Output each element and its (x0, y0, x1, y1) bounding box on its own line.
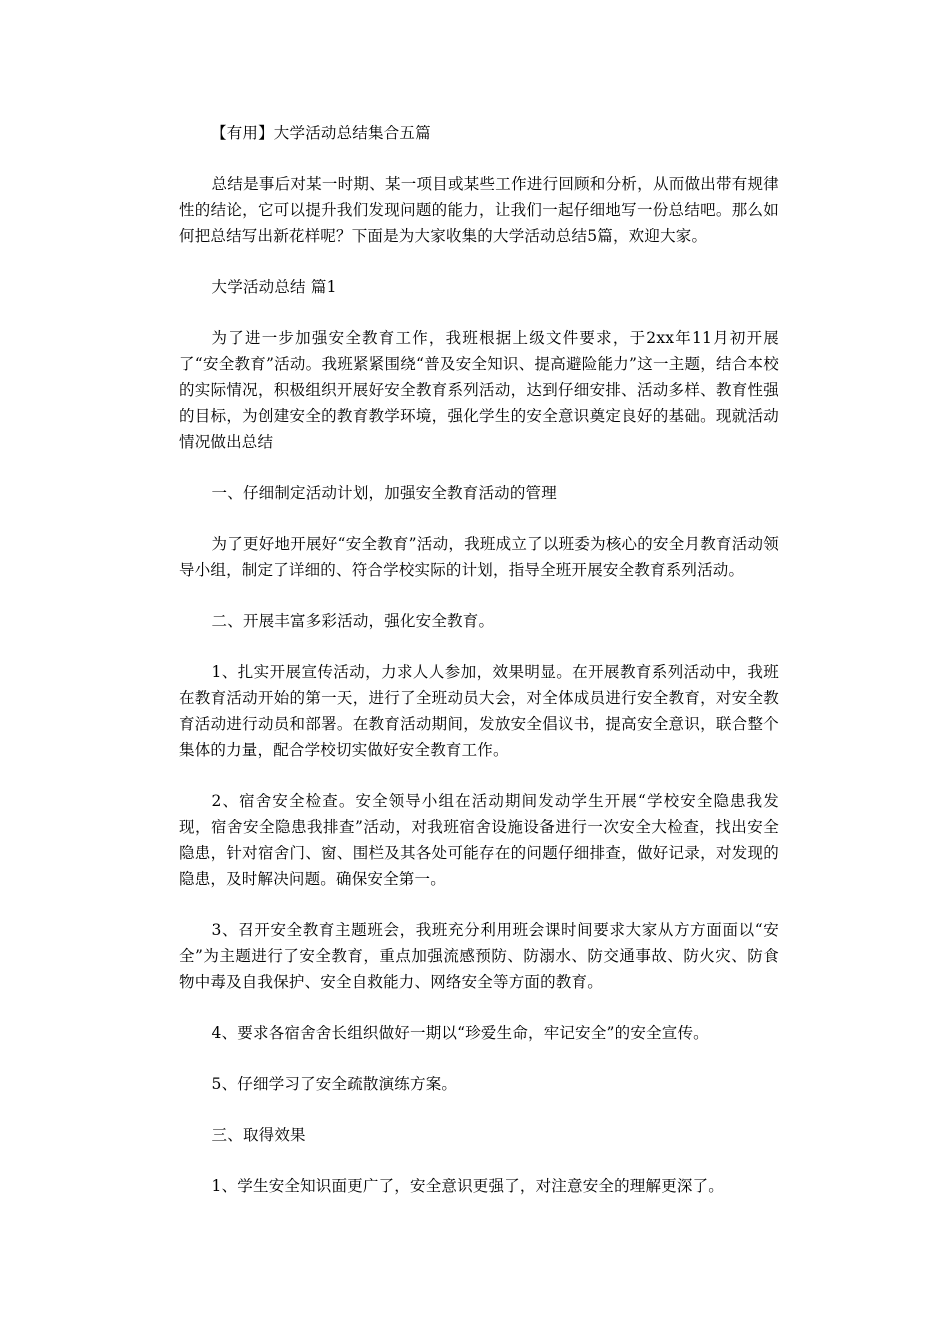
section-heading: 一、仔细制定活动计划，加强安全教育活动的管理 (211, 484, 557, 502)
paragraph: 为了进一步加强安全教育工作，我班根据上级文件要求，于2xx年11月初开展了“安全教育”活动。我班紧紧围绕“普及安全知识、提高避险能力”这一主题，结合本校的实际情况，积极组织开展好安全教育系列活动，达到仔细安排、活动多样、教育性强的目标，为创建安全的教育教学环境，强化学生的安全意识奠定良好的基础。现就活动情况做出总结 (179, 329, 779, 451)
document-title: 【有用】大学活动总结集合五篇 (211, 124, 431, 142)
section-heading: 5、仔细学习了安全疏散演练方案。 (211, 1075, 458, 1093)
paragraph: 1、扎实开展宣传活动，力求人人参加，效果明显。在开展教育系列活动中，我班在教育活动开始的第一天，进行了全班动员大会，对全体成员进行安全教育，对安全教育活动进行动员和部署。在教育活动期间，发放安全倡议书，提高安全意识，联合整个集体的力量，配合学校切实做好安全教育工作。 (179, 663, 779, 759)
paragraph: 总结是事后对某一时期、某一项目或某些工作进行回顾和分析，从而做出带有规律性的结论，它可以提升我们发现问题的能力，让我们一起仔细地写一份总结吧。那么如何把总结写出新花样呢？下面是为大家收集的大学活动总结5篇，欢迎大家。 (179, 175, 779, 245)
section-heading: 4、要求各宿舍舍长组织做好一期以“珍爱生命，牢记安全”的安全宣传。 (211, 1024, 709, 1042)
section-heading: 1、学生安全知识面更广了，安全意识更强了，对注意安全的理解更深了。 (211, 1177, 725, 1195)
paragraph: 2、宿舍安全检查。安全领导小组在活动期间发动学生开展“学校安全隐患我发现，宿舍安全隐患我排查”活动，对我班宿舍设施设备进行一次安全大检查，找出安全隐患，针对宿舍门、窗、围栏及其各处可能存在的问题仔细排查，做好记录，对发现的隐患，及时解决问题。确保安全第一。 (179, 792, 779, 888)
paragraph: 3、召开安全教育主题班会，我班充分利用班会课时间要求大家从方方面面以“安全”为主题进行了安全教育，重点加强流感预防、防溺水、防交通事故、防火灾、防食物中毒及自我保护、安全自救能力、网络安全等方面的教育。 (179, 921, 779, 991)
section-heading: 二、开展丰富多彩活动，强化安全教育。 (211, 612, 495, 630)
document-body (179, 120, 779, 1224)
document-blocks (179, 171, 779, 1199)
section-heading: 大学活动总结 篇1 (211, 278, 337, 296)
section-heading: 三、取得效果 (211, 1126, 306, 1144)
paragraph: 为了更好地开展好“安全教育”活动，我班成立了以班委为核心的安全月教育活动领导小组，制定了详细的、符合学校实际的计划，指导全班开展安全教育系列活动。 (179, 535, 779, 579)
